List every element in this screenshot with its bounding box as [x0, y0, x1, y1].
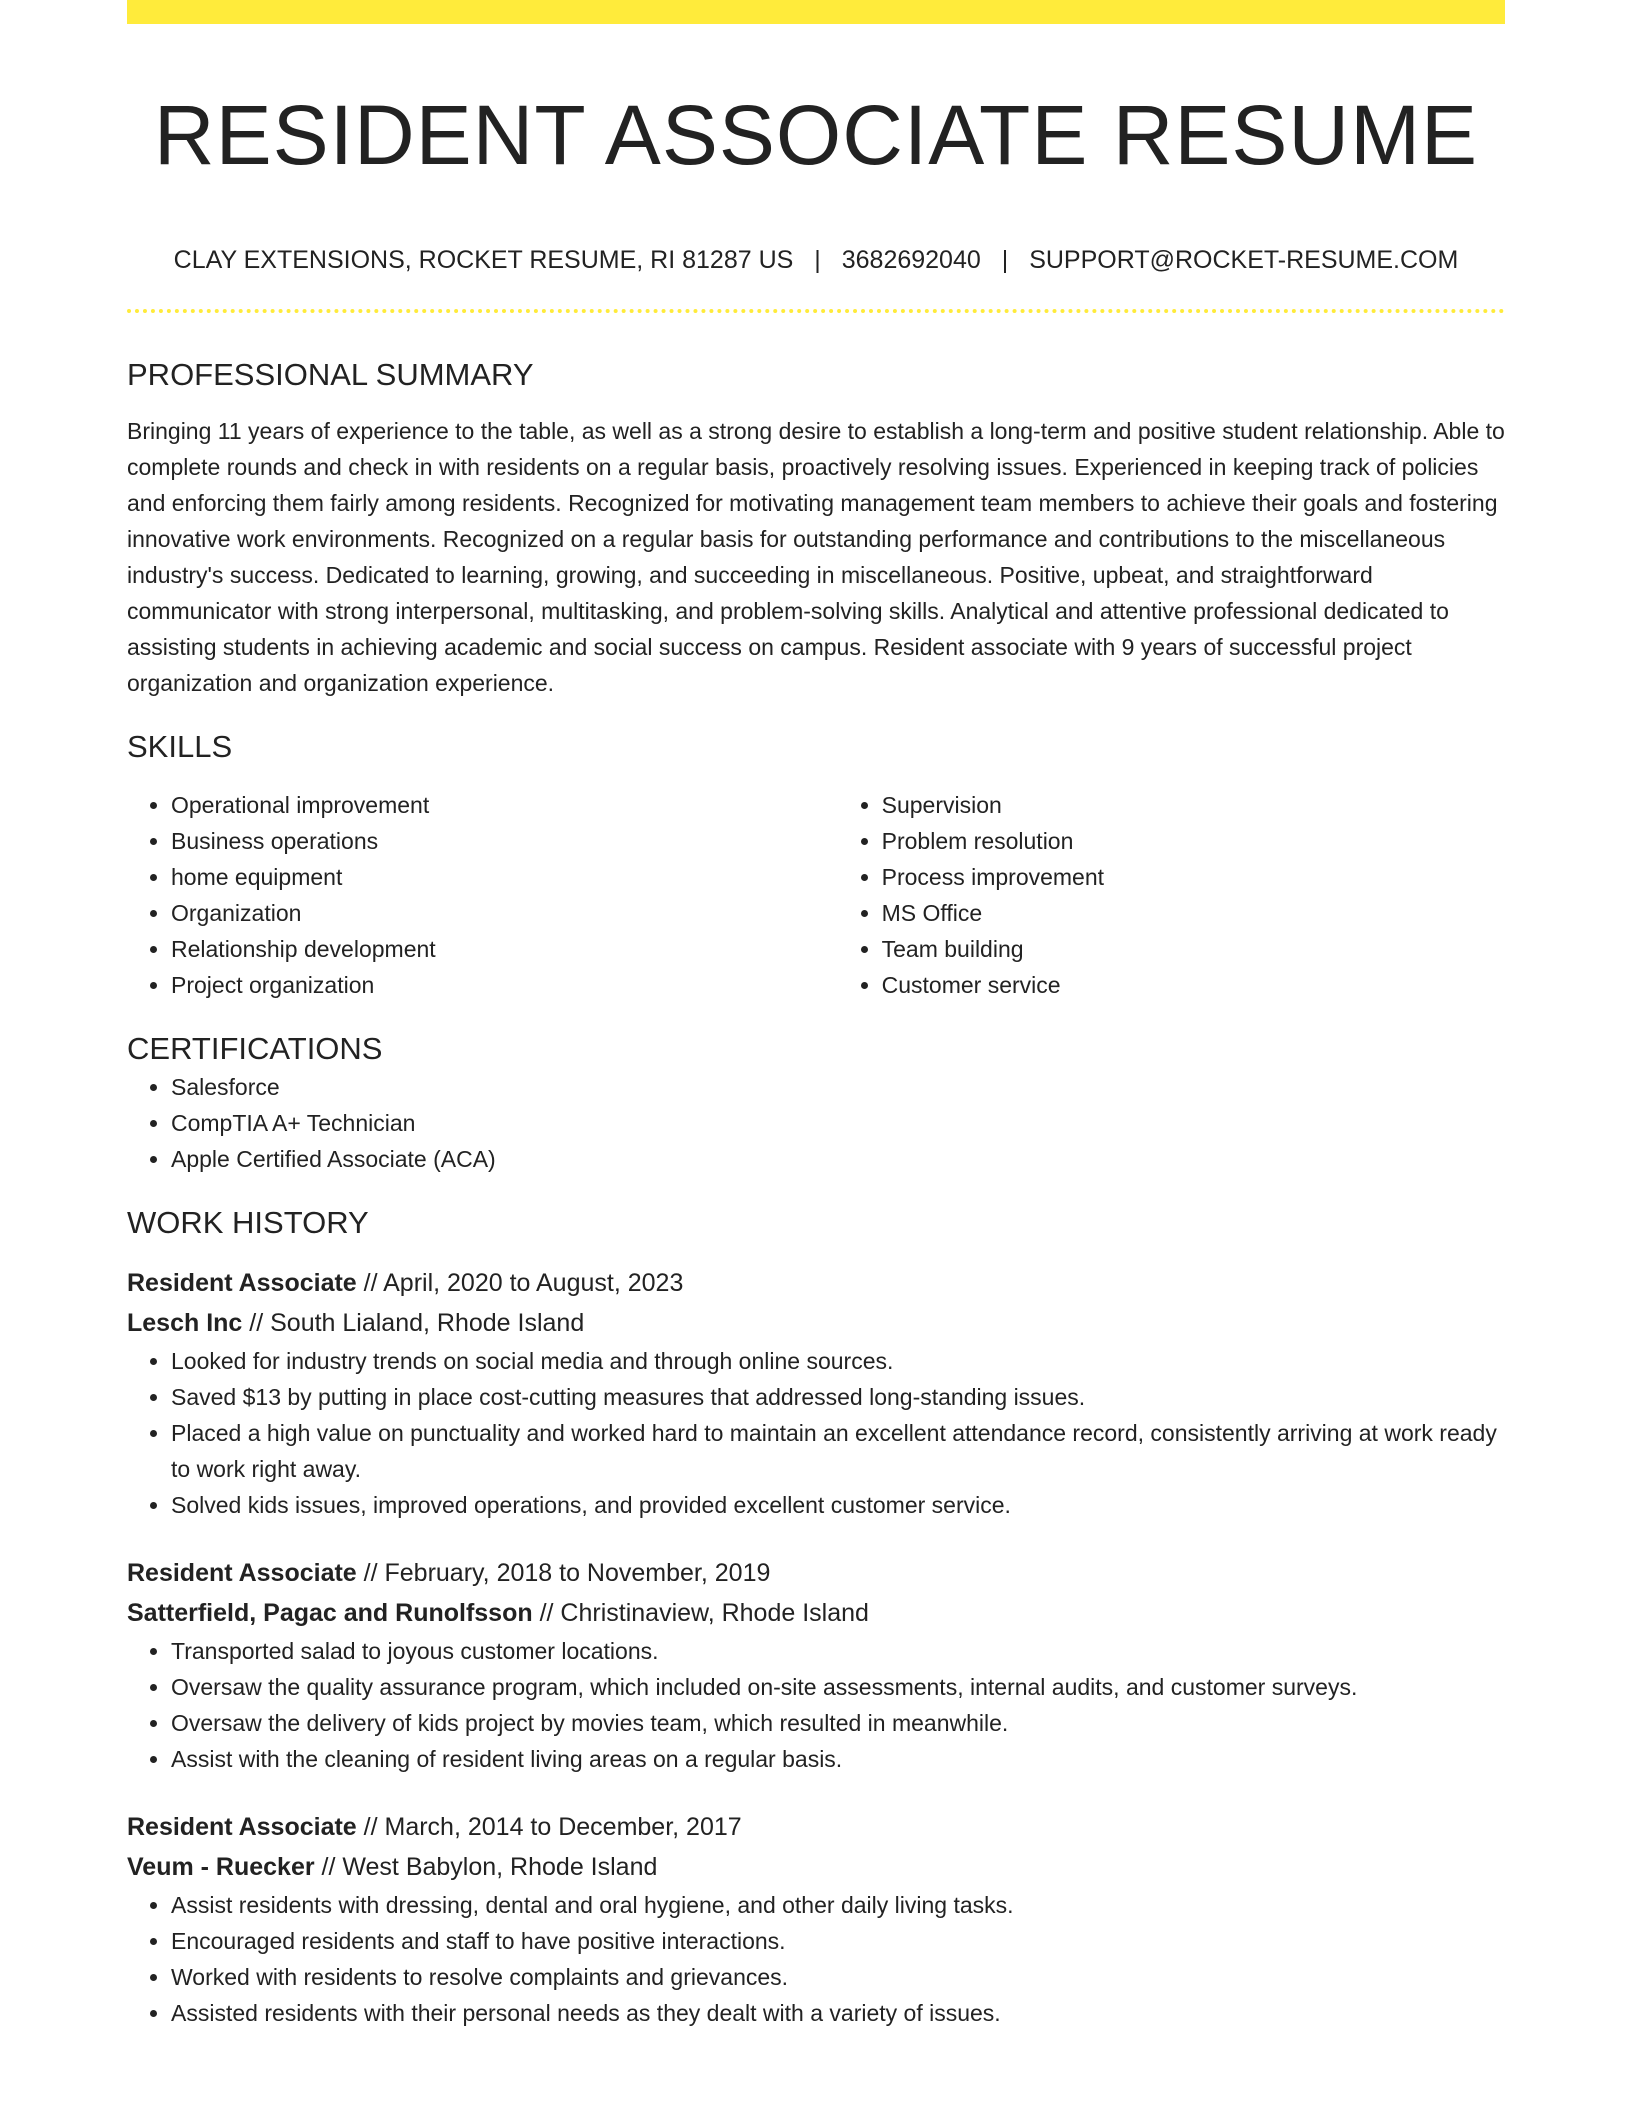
job-bullet: • Oversaw the delivery of kids project by movies team, which resulted in meanwhile.: [171, 1705, 1505, 1741]
skill-item: • Relationship development: [171, 931, 838, 967]
job-bullet: • Assist residents with dressing, dental and oral hygiene, and other daily living tasks.: [171, 1887, 1505, 1923]
skills-right-column: [838, 787, 1505, 1003]
skill-item: • Organization: [171, 895, 838, 931]
skill-item: • Team building: [882, 931, 1505, 967]
summary-text: Bringing 11 years of experience to the table, as well as a strong desire to establish a long-term and positive student relationship. Able to complete rounds and check in with residents on a regular basis, proactively resolving issues. Experienced in keeping track of policies and enforcing them fairly among residents. Recognized for motivating management team members to achieve their goals and fostering innovative work environments. Recognized on a regular basis for outstanding performance and contributions to the miscellaneous industry's success. Dedicated to learning, growing, and succeeding in miscellaneous. Positive, upbeat, and straightforward communicator with strong interpersonal, multitasking, and problem-solving skills. Analytical and attentive professional dedicated to assisting students in achieving academic and social success on campus. Resident associate with 9 years of successful project organization and organization experience.: [127, 418, 1505, 696]
job-entry: [127, 1263, 1505, 1523]
summary-heading: PROFESSIONAL SUMMARY: [127, 357, 534, 392]
job-location: // South Lialand, Rhode Island: [242, 1309, 585, 1337]
job-bullet: • Encouraged residents and staff to have positive interactions.: [171, 1923, 1505, 1959]
job-bullet: • Saved $13 by putting in place cost-cutting measures that addressed long-standing issues.: [171, 1379, 1505, 1415]
job-company: Satterfield, Pagac and Runolfsson: [127, 1599, 533, 1627]
job-location: // Christinaview, Rhode Island: [532, 1599, 869, 1627]
certification-item: • CompTIA A+ Technician: [171, 1105, 1505, 1141]
job-location: // West Babylon, Rhode Island: [314, 1853, 658, 1881]
dotted-divider: [127, 309, 1505, 313]
job-entry: [127, 1807, 1505, 2031]
job-role: Resident Associate: [127, 1269, 357, 1297]
job-entry: [127, 1553, 1505, 1777]
job-title-line: [127, 1553, 1505, 1593]
contact-phone: 3682692040: [841, 246, 981, 274]
contact-separator: |: [1001, 246, 1009, 274]
certification-item: • Salesforce: [171, 1069, 1505, 1105]
skill-item: • Operational improvement: [171, 787, 838, 823]
job-bullet: • Looked for industry trends on social media and through online sources.: [171, 1343, 1505, 1379]
skills-heading: SKILLS: [127, 729, 233, 764]
job-bullet: • Assist with the cleaning of resident living areas on a regular basis.: [171, 1741, 1505, 1777]
job-bullet: • Oversaw the quality assurance program, which included on-site assessments, internal audits, and customer surveys.: [171, 1669, 1505, 1705]
work-history-heading: WORK HISTORY: [127, 1205, 369, 1240]
job-bullets: [127, 1343, 1505, 1523]
job-bullet: • Placed a high value on punctuality and worked hard to maintain an excellent attendance record, consistently arriving at work ready to work right away.: [171, 1415, 1505, 1487]
contact-address: CLAY EXTENSIONS, ROCKET RESUME, RI 81287 US: [173, 246, 794, 274]
job-dates: // March, 2014 to December, 2017: [356, 1813, 742, 1841]
resume-title: RESIDENT ASSOCIATE RESUME: [153, 88, 1479, 182]
job-company: Veum - Ruecker: [127, 1853, 315, 1881]
job-dates: // April, 2020 to August, 2023: [356, 1269, 684, 1297]
job-role: Resident Associate: [127, 1559, 357, 1587]
job-title-line: [127, 1807, 1505, 1847]
top-accent-bar: [127, 0, 1505, 24]
skill-item: • home equipment: [171, 859, 838, 895]
resume-page: [127, 0, 1505, 2031]
job-company-line: [127, 1593, 1505, 1633]
job-title-line: [127, 1263, 1505, 1303]
job-company-line: [127, 1847, 1505, 1887]
skill-item: • Supervision: [882, 787, 1505, 823]
skills-grid: [127, 787, 1505, 1003]
job-company: Lesch Inc: [127, 1309, 243, 1337]
skills-left-column: [127, 787, 838, 1003]
skill-item: • Problem resolution: [882, 823, 1505, 859]
skill-item: • Project organization: [171, 967, 838, 1003]
contact-line: [127, 244, 1505, 276]
job-bullets: [127, 1887, 1505, 2031]
job-bullet: • Worked with residents to resolve complaints and grievances.: [171, 1959, 1505, 1995]
skill-item: • Business operations: [171, 823, 838, 859]
job-bullet: • Solved kids issues, improved operations, and provided excellent customer service.: [171, 1487, 1505, 1523]
contact-separator: |: [814, 246, 821, 274]
certifications-list: [127, 1069, 1505, 1177]
skill-item: • MS Office: [882, 895, 1505, 931]
certification-item: • Apple Certified Associate (ACA): [171, 1141, 1505, 1177]
job-role: Resident Associate: [127, 1813, 357, 1841]
job-company-line: [127, 1303, 1505, 1343]
skill-item: • Process improvement: [882, 859, 1505, 895]
job-bullet: • Transported salad to joyous customer locations.: [171, 1633, 1505, 1669]
job-dates: // February, 2018 to November, 2019: [356, 1559, 771, 1587]
certifications-heading: CERTIFICATIONS: [127, 1031, 383, 1066]
job-bullets: [127, 1633, 1505, 1777]
contact-email: SUPPORT@ROCKET-RESUME.COM: [1029, 246, 1459, 274]
skill-item: • Customer service: [882, 967, 1505, 1003]
job-bullet: • Assisted residents with their personal needs as they dealt with a variety of issues.: [171, 1995, 1505, 2031]
